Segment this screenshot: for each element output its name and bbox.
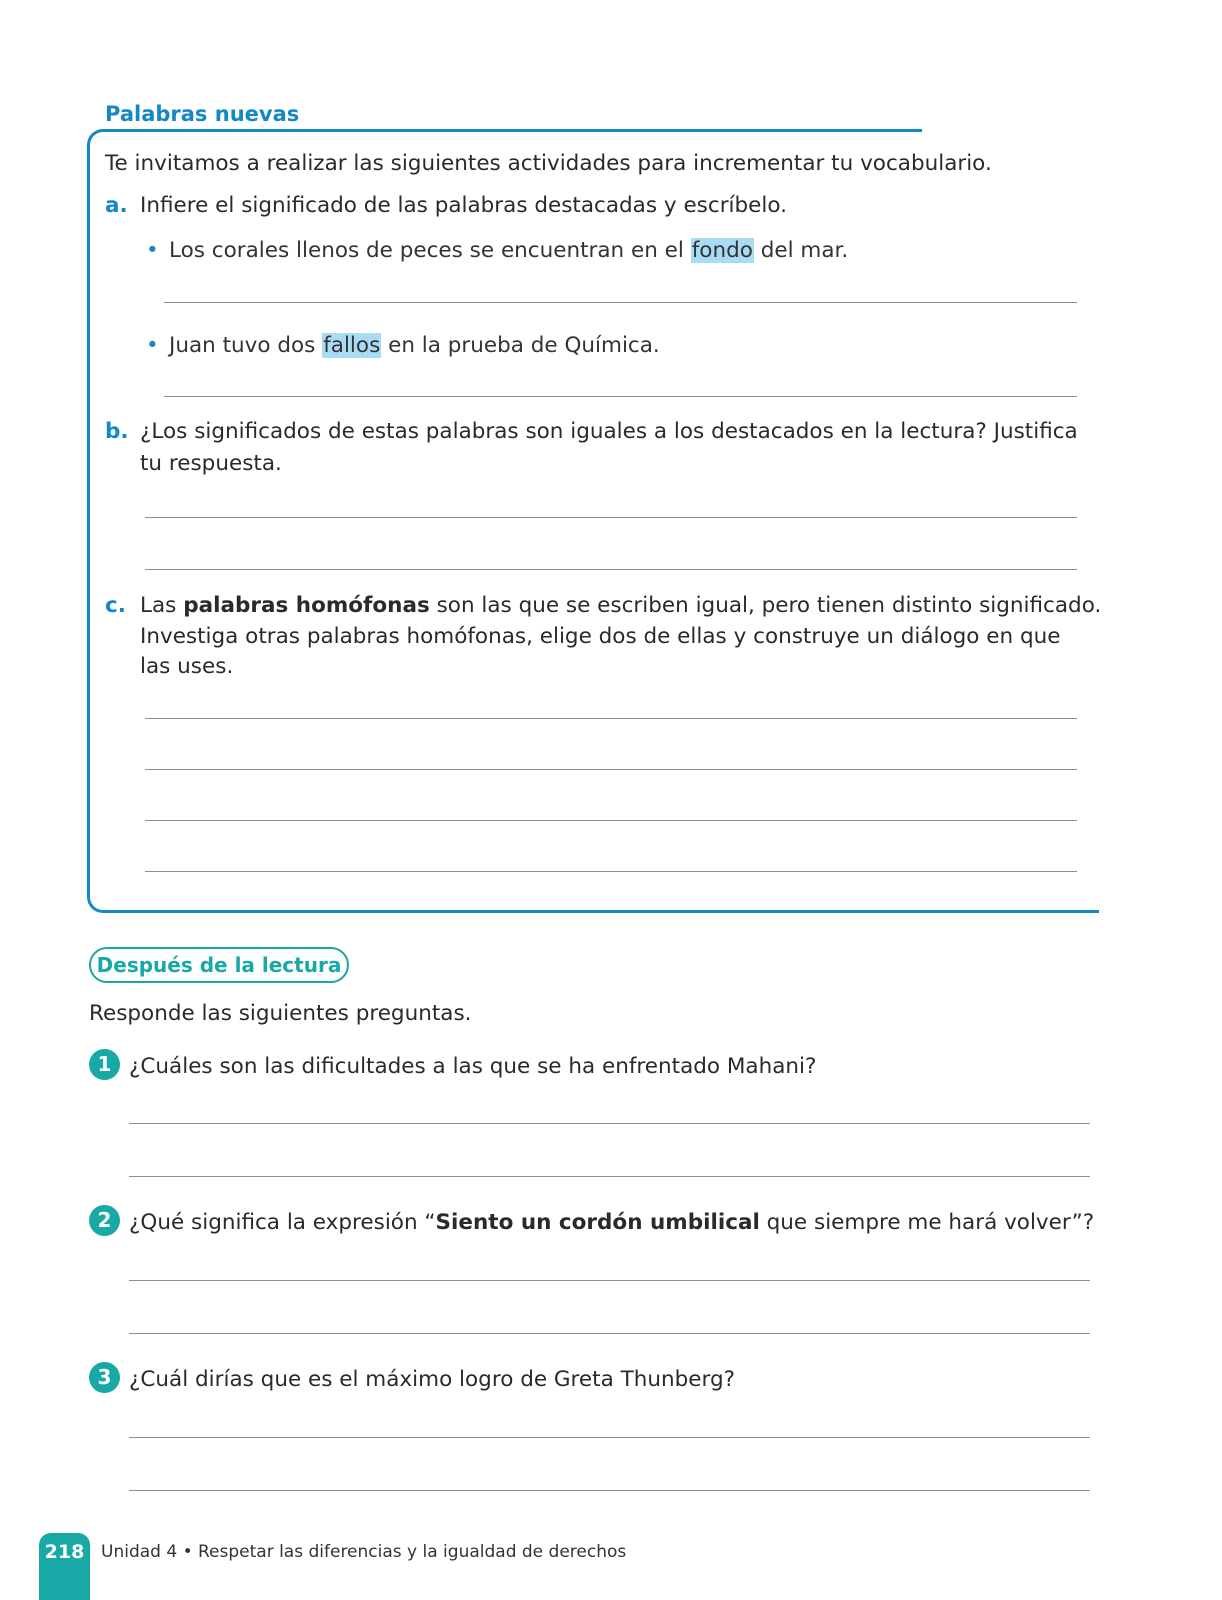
answer-line[interactable] <box>145 517 1077 518</box>
section-title: Palabras nuevas <box>105 102 300 126</box>
bullet-sentence-1 <box>146 235 159 266</box>
item-c-marker-wrap <box>105 590 126 621</box>
item-b-line-1: ¿Los significados de estas palabras son iguales a los destacados en la lectura? Justifica <box>140 419 1078 444</box>
intro-text: Te invitamos a realizar las siguientes actividades para incrementar tu vocabulario. <box>105 151 992 176</box>
highlight-fallos: fallos <box>323 333 381 358</box>
bullet-icon: • <box>146 238 159 263</box>
question-2-pre: ¿Qué significa la expresión “ <box>129 1210 436 1235</box>
item-c-pre: Las <box>140 593 184 618</box>
item-b-marker: b. <box>105 419 129 444</box>
answer-line[interactable] <box>145 569 1077 570</box>
question-1-text: ¿Cuáles son las dificultades a las que se ha enfrentado Mahani? <box>129 1054 817 1079</box>
answer-line[interactable] <box>129 1437 1090 1438</box>
highlight-fondo: fondo <box>691 238 753 263</box>
answer-line[interactable] <box>145 718 1077 719</box>
answer-line[interactable] <box>164 396 1077 397</box>
sentence-2 <box>169 330 660 361</box>
answer-line[interactable] <box>145 871 1077 872</box>
answer-line[interactable] <box>164 302 1077 303</box>
sentence-2-after: en la prueba de Química. <box>381 333 660 358</box>
after-reading-pill: Después de la lectura <box>89 947 349 983</box>
sentence-1 <box>169 235 848 266</box>
question-2-post: que siempre me hará volver”? <box>759 1210 1095 1235</box>
answer-line[interactable] <box>129 1280 1090 1281</box>
item-a-marker: a. <box>105 193 128 218</box>
answer-line[interactable] <box>129 1333 1090 1334</box>
question-2-bold: Siento un cordón umbilical <box>435 1210 760 1235</box>
answer-line[interactable] <box>145 769 1077 770</box>
sentence-1-before: Los corales llenos de peces se encuentran en el <box>169 238 691 263</box>
question-number-3-icon: 3 <box>89 1362 120 1393</box>
answer-line[interactable] <box>129 1176 1090 1177</box>
item-c-marker: c. <box>105 593 126 618</box>
question-2-text <box>129 1207 1094 1238</box>
after-reading-instruction: Responde las siguientes preguntas. <box>89 1001 472 1026</box>
sentence-1-after: del mar. <box>753 238 849 263</box>
item-b-marker-wrap <box>105 416 129 447</box>
item-c-line-1 <box>140 590 1101 621</box>
item-b-line-2: tu respuesta. <box>140 451 282 476</box>
question-number-2-icon: 2 <box>89 1205 120 1236</box>
sentence-2-before: Juan tuvo dos <box>169 333 323 358</box>
answer-line[interactable] <box>129 1490 1090 1491</box>
answer-line[interactable] <box>129 1123 1090 1124</box>
item-c-line-3: las uses. <box>140 654 234 679</box>
bullet-sentence-2 <box>146 330 159 361</box>
question-number-1-icon: 1 <box>89 1049 120 1080</box>
page-number: 218 <box>44 1541 85 1563</box>
answer-line[interactable] <box>145 820 1077 821</box>
item-c-line-2: Investiga otras palabras homófonas, elige dos de ellas y construye un diálogo en que <box>140 624 1061 649</box>
question-3-text: ¿Cuál dirías que es el máximo logro de Greta Thunberg? <box>129 1367 735 1392</box>
item-c-bold-term: palabras homófonas <box>183 593 430 618</box>
item-a-text: Infiere el significado de las palabras destacadas y escríbelo. <box>140 193 787 218</box>
item-a <box>105 190 128 221</box>
bullet-icon: • <box>146 333 159 358</box>
footer-unit-title: Unidad 4 • Respetar las diferencias y la igualdad de derechos <box>101 1542 627 1562</box>
item-c-post: son las que se escriben igual, pero tienen distinto significado. <box>429 593 1102 618</box>
frame-top-gap <box>922 127 1122 133</box>
